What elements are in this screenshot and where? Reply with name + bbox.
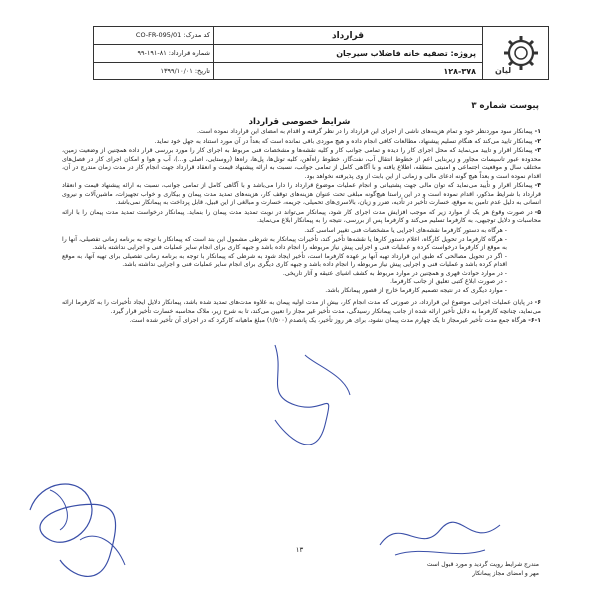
- contract-date: تاریخ: ۱۳۹۹/۱۰/۰۱: [160, 67, 210, 75]
- clause-5-subitem-6: - موارد دیگری که در نتیجه تصمیم کارفرما خارج از قصور پیمانکار باشد.: [325, 286, 507, 294]
- clause-5: ۵-در صورت وقوع هر یک از موارد زیر که موجب افزایش مدت اجرای کار شود، پیمانکار می‌تواند در نوبت تمدید مدت پیمان را بنماید. پیمانکار درخواست تمدید مدت پیمان را با ارائه محاسبات و دلایل توجیهی، به کارفرما تسلیم می‌کند و کارفرما پس از بررسی، نتیجه را به پیمانکار ابلاغ می‌نماید.: [62, 208, 541, 225]
- header-title: قرارداد: [214, 27, 482, 45]
- logo-text: لیان: [495, 66, 512, 75]
- clause-3: ۳-پیمانکار اقرار و تایید می‌نماید که محل اجرای کار را دیده و تمامی جوانب کار و کلیه نقشه‌ها و مشخصات فنی مربوط به اجرای کار را مورد بررسی قرار داده همچنین از وضعیت زمین، محدوده عبور تاسیسات مجاور و زیربنایی اعم از خطوط انتقال آب، نفت‌گاز، خطوط راه‌آهن، کلیه تونل‌ها، پل‌ها، راه‌ها (روستایی، اصلی و...)، آب و هوا و امکان اجرای کار در فصل‌های مختلف سال و موقعیت اجتماعی و امنیتی منطقه، اطلاع یافته و با آگاهی کامل از تمامی جوانب، نسبت به ارائه پیشنهاد قیمت و انعقاد قرارداد جهت انجام کار در مدت زمان مندرج در آن، اقدام نموده است و بعداً هیچ گونه ادعای مالی و زمانی از این بابت از وی پذیرفته نخواهد بود.: [62, 147, 541, 180]
- handwritten-signature-left: [20, 470, 140, 580]
- gear-logo-icon: [483, 27, 547, 79]
- header-meta-column: [94, 27, 214, 79]
- section-heading: شرایط خصوصی قرارداد: [248, 117, 351, 127]
- clause-1: ۱-پیمانکار سود موردنظر خود و تمام هزینه‌های ناشی از اجرای این قرارداد را در نظر گرفته و اقدام به امضای این قرارداد نموده است.: [197, 128, 541, 135]
- clause-5-subitem-1: - هرگاه به دستور کارفرما نقشه‌های اجرایی یا مشخصات فنی تغییر اساسی کند.: [304, 227, 507, 235]
- page-number: ۱۳: [295, 546, 304, 554]
- clause-5-subitem-2: - هرگاه کارفرما در تحویل کارگاه، اعلام دستور کارها یا نقشه‌ها تأخیر کند، تأخیرات پیمانکار به شرطی مشمول این بند است که پیمانکار با توجه به برنامه زمانی تفصیلی، آنها را به موقع از کارفرما درخواست کرده و عملیات فنی و اجرایی پیش نیاز مربوطه را انجام داده باشد و جبهه کاری برای انجام سایر عملیات فنی و اجرایی نداشته باشد.: [62, 235, 507, 252]
- signature-line-1: مندرج شرایط رویت گردید و مورد قبول است: [426, 561, 539, 568]
- signature-line-2: مهر و امضای مجاز پیمانکار: [472, 570, 539, 577]
- handwritten-signature-right: [375, 505, 505, 565]
- clause-5-subitem-4: - در موارد حوادث قهری و همچنین در موارد مربوط به کشف اشیای عتیقه و آثار تاریخی.: [282, 269, 507, 277]
- clause-6: ۶-در پایان عملیات اجرایی موضوع این قرارداد، در صورتی که مدت انجام کار، بیش از مدت اولیه پیمان به علاوه مدت‌های تمدید شده باشد، پیمانکار دلایل ایجاد تأخیرات را به کارفرما ارائه می‌نماید، چنانچه کارفرما به دلایل تأخیر ارائه شده از جانب پیمانکار رسیدگی، مدت تأخیر غیر مجاز را تعیین می‌کند، تا به شرح زیر، ملاک محاسبه خسارت تأخیر قرار گیرد.: [62, 299, 541, 315]
- header-number: ۱۲۸-۳۷۸: [443, 67, 476, 76]
- contract-clauses: [62, 128, 541, 327]
- clause-6-1: ۶-۱-هرگاه جمع مدت تأخیر غیرمجاز تا یک چهارم مدت پیمان نشود، برای هر روز تأخیر، یک پانصدم (۱/۵۰۰) مبلغ ماهیانه کارکرد که در اجرای آن تأخیر شده است.: [129, 317, 541, 325]
- form-code: کد مدرک: CO-FR-095/01: [94, 27, 213, 45]
- contract-number: شماره قرارداد: ۸۱-۱۹۱-۹۹: [94, 45, 213, 63]
- attachment-label: پیوست شماره ۳: [471, 101, 539, 111]
- header-project: پروژه: تصفیه خانه فاضلاب سیرجان: [214, 45, 482, 63]
- clause-2: ۲-پیمانکار تایید می‌کند که هنگام تسلیم پیشنهاد، مطالعات کافی انجام داده و هیچ موردی باقی نمانده است که بعداً در آن مورد استناد به جهل خود نماید.: [154, 137, 541, 145]
- company-logo: [482, 27, 548, 79]
- clause-4: ۴-پیمانکار اقرار و تأیید می‌نماید که توان مالی جهت پشتیبانی و انجام عملیات موضوع قرارداد را دارا می‌باشد و با آگاهی کامل از تمامی جوانب، نسبت به ارائه پیشنهاد قیمت و انعقاد قرارداد با شرایط مذکور، اقدام نموده است و در این راستا هیچ‌گونه مبلغی تحت عنوان هزینه‌های توقف کار، هزینه‌های تمدید مدت پیمان و بیکاری و خواب تجهیزات، ماشین‌آلات و نیروی انسانی به دلیل عدم تامین به موقع، خسارت تأخیر در تأدیه، ضرر و زیان، بالاسری‌های تحمیلی، جریمه، خسارت و مبالغی از این قبیل، قابل پرداخت به پیمانکار نمی‌باشد.: [62, 182, 541, 207]
- document-header: [93, 26, 549, 80]
- handwritten-signature-center: [255, 335, 365, 445]
- clause-5-subitem-3: - اگر در تحویل مصالحی که طبق این قرارداد تهیه آنها بر عهده کارفرما است، تأخیر ایجاد شود به شرطی که پیمانکار با توجه به برنامه زمانی تفصیلی برای تهیه آنها، به موقع اقدام کرده باشد و عملیات فنی و اجرایی پیش نیاز مربوطه را انجام داده باشد و جبهه کاری دیگری برای انجام سایر عملیات فنی و اجرایی نداشته باشد.: [62, 252, 507, 269]
- clause-5-subitem-5: - در صورت ابلاغ کتبی تعلیق از جانب کارفرما.: [390, 278, 507, 286]
